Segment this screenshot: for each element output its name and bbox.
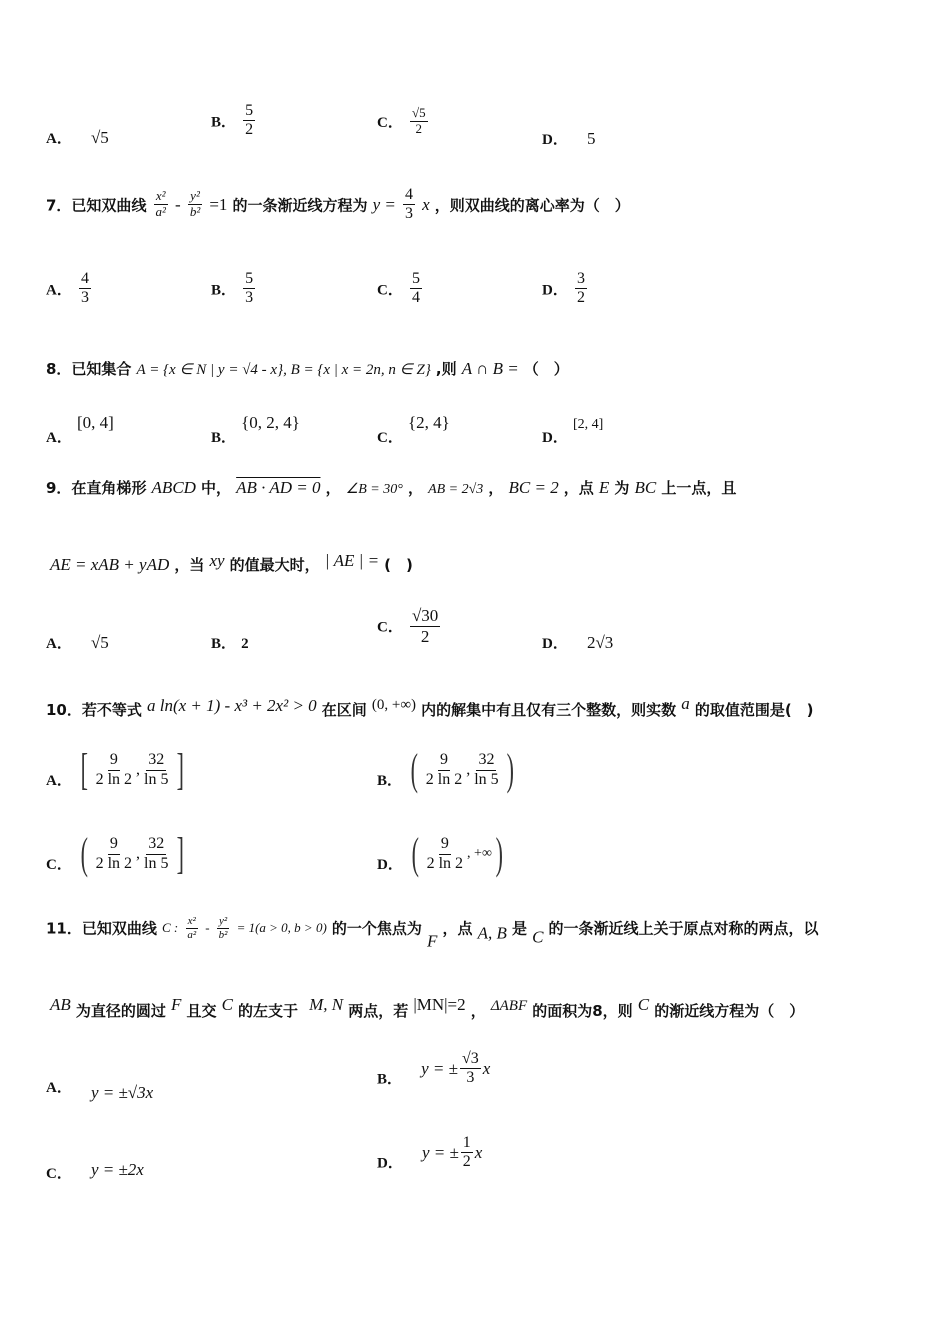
question-10 — [46, 694, 814, 720]
option-label: A． — [46, 773, 72, 789]
segment-ab: AB — [50, 995, 71, 1014]
curve-c: C — [637, 995, 650, 1014]
product-xy: xy — [209, 551, 225, 570]
mn-length: |MN|=2 — [413, 995, 466, 1014]
question-text: 10．若不等式 — [46, 701, 142, 719]
option-label: A． — [46, 636, 72, 652]
question-text: 在区间 — [321, 701, 367, 719]
fraction-x-over-a: $\frac{\text{x²}}{\text{a²}}$ — [187, 915, 197, 941]
focus-f: F — [427, 931, 438, 951]
option-label: D． — [542, 282, 568, 299]
question-text: ，点 — [442, 919, 473, 938]
triangle-abf: ΔABF — [490, 998, 528, 1014]
question-text: 两点，若 — [348, 1002, 409, 1020]
q7-option-d[interactable] — [542, 270, 589, 308]
fraction-x-over-a: $\frac{\text{x²}}{\text{a²}}$ — [155, 188, 166, 220]
option-fraction: $\frac{1}{2}$ — [462, 1134, 471, 1171]
fraction-lower: $\frac{9}{2 \ln 2}$ — [426, 835, 464, 872]
minus: - — [205, 920, 210, 936]
angle-b: ∠B = 30° — [345, 482, 403, 497]
question-text: 的一条渐近线上关于原点对称的两点，以 — [548, 919, 819, 938]
option-prefix: y = ± — [421, 1058, 458, 1078]
question-text: 的面积为8，则 — [532, 1002, 633, 1020]
question-text: 的值最大时， — [229, 556, 320, 574]
question-text: （ ） — [523, 360, 569, 378]
focus-f: F — [170, 995, 182, 1014]
equals-one: =1 — [209, 194, 228, 214]
fraction-lower: $\frac{9}{2 \ln 2}$ — [95, 751, 133, 788]
option-value: {2, 4} — [407, 413, 450, 432]
interval-expression — [408, 829, 507, 878]
question-text: 为直径的圆过 — [75, 1002, 166, 1020]
question-8 — [46, 358, 569, 379]
left-bracket: ( — [411, 829, 419, 878]
length-bc: BC = 2 — [508, 478, 559, 497]
fraction-y-over-b: $\frac{\text{y²}}{\text{b²}}$ — [189, 188, 201, 220]
option-fraction: $\frac{5}{3}$ — [245, 270, 254, 307]
option-label: A． — [46, 131, 72, 147]
question-text: 的渐近线方程为（ ） — [654, 1002, 805, 1020]
option-label: B． — [377, 773, 403, 789]
vector-equation: AE = xAB + yAD — [50, 555, 170, 574]
option-label: C． — [377, 619, 403, 636]
asymptote-y: y = — [372, 194, 396, 214]
trapezoid-name: ABCD — [151, 478, 196, 497]
option-value: y = ±2x — [90, 1160, 144, 1179]
option-label: B． — [377, 1071, 403, 1088]
q7-option-b[interactable] — [211, 270, 257, 308]
question-text: 的一条渐近线方程为 — [232, 196, 368, 215]
option-label: A． — [46, 1080, 72, 1096]
abs-ae: | AE | = — [324, 551, 380, 570]
question-text: ， — [470, 1002, 486, 1020]
curve-c: C — [221, 995, 233, 1014]
question-text: 的一个焦点为 — [331, 919, 422, 938]
option-fraction: $\frac{4}{3}$ — [80, 270, 89, 307]
left-bracket: ( — [80, 829, 88, 878]
q10-option-c[interactable] — [46, 829, 187, 878]
option-label: A． — [46, 282, 72, 299]
interval-expression: ( $\frac{9}{2 \ln 2}$ , $\frac{32}{\ln 5}$ ) — [410, 745, 514, 794]
q6-option-d[interactable] — [542, 128, 595, 149]
point-e: E — [598, 478, 610, 497]
question-text: ， — [488, 479, 504, 497]
question-text: ,则 — [435, 360, 457, 378]
question-text: ( ) — [384, 556, 413, 574]
q11-option-c[interactable] — [46, 1160, 144, 1183]
right-bracket: ] — [176, 745, 184, 794]
option-label: C． — [377, 114, 403, 131]
option-label: B． — [211, 636, 237, 652]
question-text: 中， — [201, 479, 232, 497]
fraction-upper: $\frac{32}{\ln 5}$ — [144, 835, 169, 872]
question-text: ， — [407, 479, 423, 497]
right-bracket: ) — [495, 829, 503, 878]
option-label: D． — [542, 636, 568, 652]
q6-option-c[interactable] — [377, 106, 430, 137]
fraction-upper: $\frac{32}{\ln 5}$ — [474, 751, 499, 788]
question-text: ，点 — [563, 479, 594, 497]
q11-option-a[interactable] — [46, 1076, 153, 1103]
interval-expression: [ $\frac{9}{2 \ln 2}$ , $\frac{32}{\ln 5}$ ] — [80, 745, 184, 794]
q11-option-b[interactable] — [377, 1050, 490, 1088]
question-11 — [46, 915, 819, 952]
condition: = 1(a > 0, b > 0) — [236, 920, 327, 936]
option-value: √5 — [90, 633, 109, 652]
intersection: A ∩ B = — [461, 359, 519, 378]
question-text: 是 — [511, 919, 527, 938]
right-bracket: ] — [176, 829, 184, 878]
question-text: ，则双曲线的离心率为（ ） — [434, 196, 630, 215]
q10-option-d[interactable] — [377, 829, 507, 878]
option-value: y = ±√3x — [90, 1083, 154, 1102]
question-text: 上一点，且 — [661, 479, 737, 497]
question-text: 内的解集中有且仅有三个整数，则实数 — [421, 701, 677, 719]
question-text: 11．已知双曲线 — [46, 919, 157, 938]
question-text: 7．已知双曲线 — [46, 196, 147, 215]
option-label: D． — [542, 430, 568, 446]
option-label: B． — [211, 114, 237, 131]
minus: - — [175, 194, 181, 214]
set-expression: A = {x ∈ N | y = √4 - x}, B = {x | x = 2n, n ∈ Z} — [136, 362, 431, 378]
inequality: a ln(x + 1) - x³ + 2x² > 0 — [146, 696, 317, 715]
option-fraction: $\frac{√5}{2}$ — [411, 105, 426, 136]
length-ab: AB = 2√3 — [428, 482, 484, 497]
q6-option-b[interactable] — [211, 102, 257, 140]
option-value: 2 — [241, 636, 249, 652]
option-label: B． — [211, 430, 237, 446]
option-label: C． — [377, 282, 403, 299]
q10-option-b[interactable] — [377, 745, 517, 794]
question-text: 且交 — [186, 1002, 217, 1020]
option-fraction: $\frac{√30}{2}$ — [411, 606, 439, 646]
fraction-lower: $\frac{9}{2 \ln 2}$ — [95, 835, 133, 872]
question-text: 9．在直角梯形 — [46, 479, 147, 497]
option-suffix: x — [482, 1058, 491, 1078]
question-text: 为 — [614, 479, 630, 497]
left-bracket: [ — [80, 745, 88, 794]
variable-a: a — [681, 694, 690, 713]
option-suffix: x — [474, 1142, 483, 1162]
left-bracket: ( — [410, 745, 419, 794]
asymptote-fraction: $\frac{4}{3}$ — [404, 186, 413, 223]
q9-option-c[interactable] — [377, 606, 442, 646]
q9-option-b[interactable] — [211, 632, 249, 653]
q7-option-c[interactable] — [377, 270, 424, 308]
q7-option-a[interactable] — [46, 270, 93, 308]
curve-name: C : — [161, 920, 179, 936]
option-value: [0, 4] — [76, 413, 114, 432]
q8-option-c[interactable] — [377, 413, 450, 447]
option-fraction: $\frac{5}{2}$ — [245, 102, 254, 139]
points-mn: M, N — [309, 995, 344, 1014]
option-label: D． — [542, 132, 568, 148]
q9-option-a[interactable] — [46, 632, 109, 653]
option-value: {0, 2, 4} — [241, 413, 300, 432]
q8-option-a[interactable] — [46, 413, 114, 447]
option-label: D． — [377, 857, 403, 873]
question-7 — [46, 186, 630, 224]
segment-bc: BC — [634, 478, 657, 497]
question-text: ， — [325, 479, 341, 497]
q10-option-a[interactable] — [46, 745, 187, 794]
fraction-upper: $\frac{32}{\ln 5}$ — [144, 751, 169, 788]
fraction-lower: $\frac{9}{2 \ln 2}$ — [425, 751, 463, 788]
question-text: 8．已知集合 — [46, 360, 132, 378]
question-11-line2 — [50, 995, 804, 1021]
question-text: 的左支于 — [238, 1002, 299, 1020]
option-fraction: $\frac{√3}{3}$ — [461, 1050, 479, 1087]
option-prefix: y = ± — [421, 1142, 459, 1162]
option-value: √5 — [90, 128, 109, 147]
option-label: D． — [377, 1155, 403, 1172]
option-fraction: $\frac{3}{2}$ — [576, 270, 585, 307]
question-9 — [46, 477, 736, 498]
interval-expression: ( $\frac{9}{2 \ln 2}$ , $\frac{32}{\ln 5}$ ] — [80, 829, 184, 878]
question-text: ，当 — [174, 556, 205, 574]
q8-option-d[interactable] — [542, 413, 603, 447]
fraction-y-over-b: $\frac{\text{y²}}{\text{b²}}$ — [218, 915, 228, 941]
option-value: 2√3 — [586, 633, 614, 652]
interval: (0, +∞) — [371, 697, 417, 713]
question-9-line2 — [50, 551, 413, 575]
option-fraction: $\frac{5}{4}$ — [411, 270, 420, 307]
q8-option-b[interactable] — [211, 413, 300, 447]
option-value: 5 — [586, 129, 596, 148]
infinity-tail: , +∞ — [467, 846, 492, 861]
asymptote-x: x — [422, 194, 430, 214]
option-value: [2, 4] — [572, 417, 604, 432]
points-ab: A, B — [477, 923, 507, 943]
q9-option-d[interactable] — [542, 632, 613, 653]
option-label: B． — [211, 282, 237, 299]
right-bracket: ) — [506, 745, 514, 794]
question-text: 的取值范围是( ) — [694, 701, 814, 719]
curve-c: C — [532, 927, 544, 947]
dot-product: AB · AD = 0 — [236, 478, 321, 497]
q11-option-d[interactable] — [377, 1134, 482, 1172]
option-label: C． — [377, 430, 403, 446]
option-label: C． — [46, 1166, 72, 1182]
option-label: C． — [46, 857, 72, 873]
q6-option-a[interactable] — [46, 127, 109, 148]
option-label: A． — [46, 430, 72, 446]
